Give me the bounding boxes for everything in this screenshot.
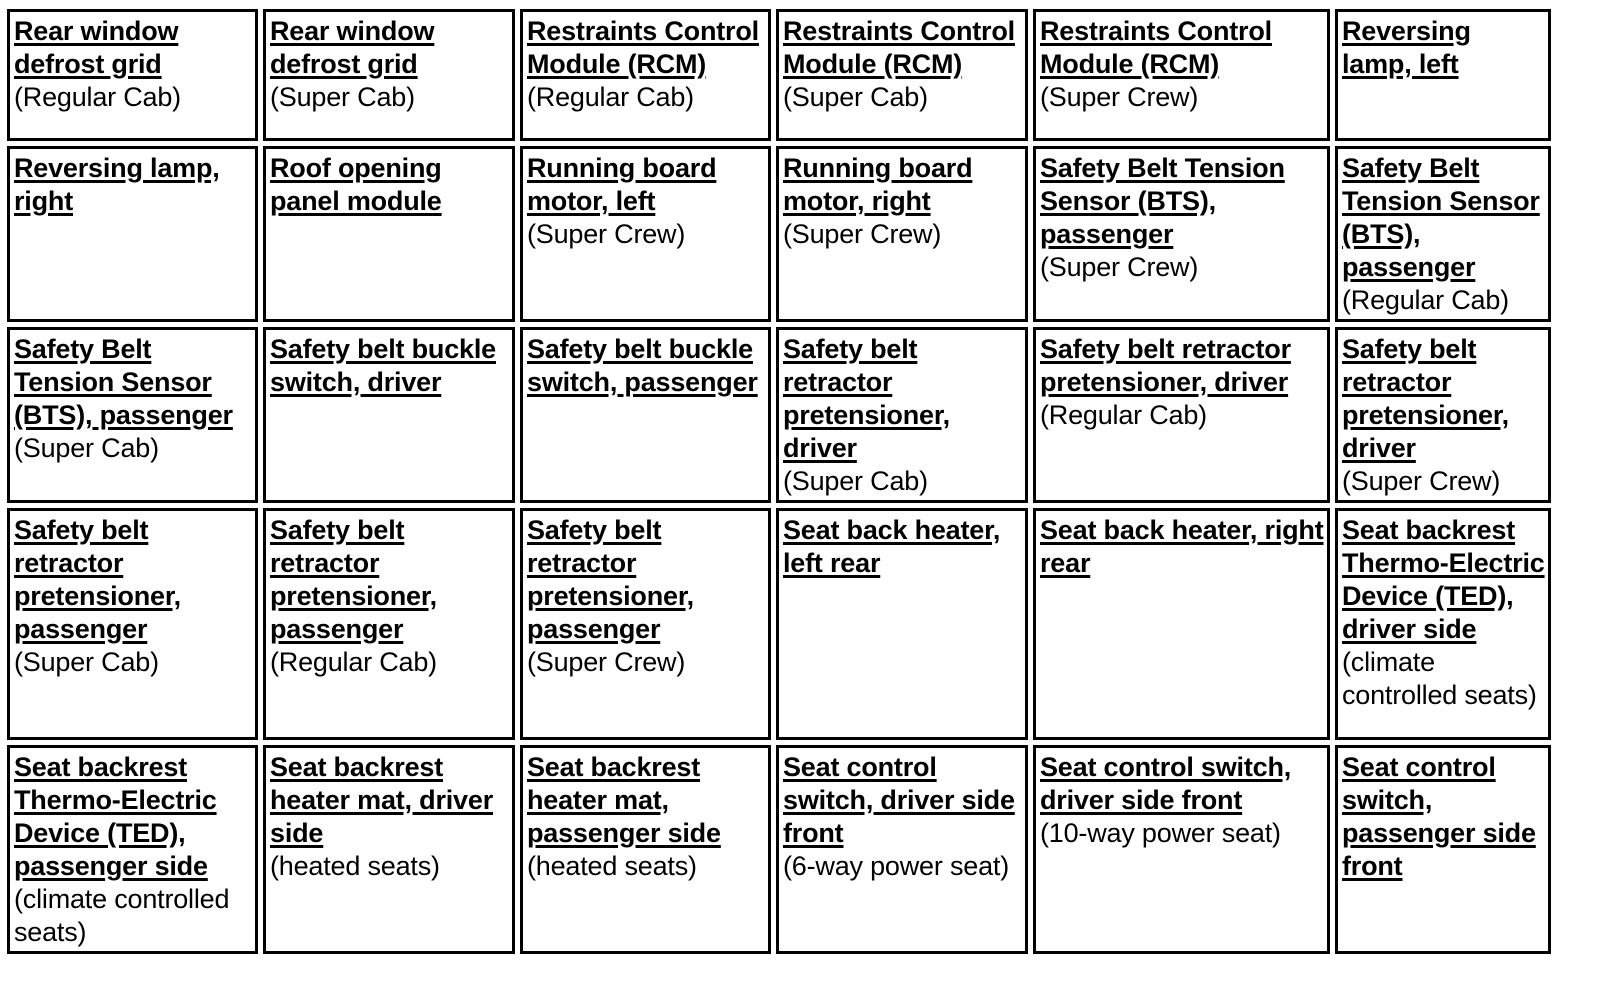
table-row	[7, 327, 1551, 503]
component-variant-note: (climate controlled seats)	[1342, 647, 1537, 710]
table-row	[7, 508, 1551, 740]
component-variant-note: (Super Cab)	[783, 82, 928, 112]
component-variant-note: (Super Crew)	[1342, 466, 1501, 496]
component-link[interactable]: Seat backrest heater mat, passenger side	[527, 752, 721, 848]
component-cell	[520, 745, 771, 954]
component-cell	[776, 745, 1028, 954]
component-variant-note: (Regular Cab)	[270, 647, 437, 677]
component-variant-note: (Regular Cab)	[1342, 285, 1509, 315]
component-cell	[1335, 9, 1551, 141]
component-variant-note: (Super Crew)	[527, 219, 686, 249]
component-link[interactable]: Safety belt retractor pretensioner, passenger	[14, 515, 181, 644]
component-link[interactable]: Roof opening panel module	[270, 153, 442, 216]
component-variant-note: (Super Cab)	[14, 647, 159, 677]
component-link[interactable]: Restraints Control Module (RCM)	[527, 16, 759, 79]
component-link[interactable]: Safety belt retractor pretensioner, driver	[1040, 334, 1291, 397]
component-cell	[263, 745, 515, 954]
component-link[interactable]: Seat backrest Thermo-Electric Device (TED), passenger side	[14, 752, 217, 881]
component-link[interactable]: Seat back heater, right rear	[1040, 515, 1324, 578]
component-link[interactable]: Seat back heater, left rear	[783, 515, 1001, 578]
component-link[interactable]: Running board motor, right	[783, 153, 973, 216]
component-variant-note: (Regular Cab)	[527, 82, 694, 112]
component-link[interactable]: Safety belt buckle switch, driver	[270, 334, 496, 397]
component-cell	[1033, 146, 1330, 322]
component-variant-note: (heated seats)	[527, 851, 697, 881]
component-link[interactable]: Seat backrest heater mat, driver side	[270, 752, 493, 848]
component-variant-note: (10-way power seat)	[1040, 818, 1281, 848]
component-cell	[520, 508, 771, 740]
component-cell	[1033, 327, 1330, 503]
component-link[interactable]: Rear window defrost grid	[14, 16, 179, 79]
component-cell	[263, 508, 515, 740]
component-cell	[1335, 146, 1551, 322]
component-cell	[7, 508, 258, 740]
component-link[interactable]: Restraints Control Module (RCM)	[1040, 16, 1272, 79]
component-cell	[776, 9, 1028, 141]
component-cell	[1335, 327, 1551, 503]
component-cell	[7, 327, 258, 503]
component-cell	[263, 327, 515, 503]
component-link[interactable]: Seat control switch, driver side front	[783, 752, 1015, 848]
component-link[interactable]: Seat backrest Thermo-Electric Device (TED), driver side	[1342, 515, 1545, 644]
component-cell	[776, 327, 1028, 503]
component-cell	[520, 9, 771, 141]
component-cell	[776, 508, 1028, 740]
component-variant-note: (6-way power seat)	[783, 851, 1009, 881]
component-index-table	[2, 4, 1556, 959]
component-cell	[1033, 745, 1330, 954]
component-variant-note: (Regular Cab)	[1040, 400, 1207, 430]
component-link[interactable]: Seat control switch, passenger side front	[1342, 752, 1536, 881]
component-link[interactable]: Seat control switch, driver side front	[1040, 752, 1292, 815]
table-row	[7, 745, 1551, 954]
component-link[interactable]: Safety Belt Tension Sensor (BTS), passenger	[14, 334, 233, 430]
component-variant-note: (Super Crew)	[1040, 82, 1199, 112]
component-variant-note: (Super Cab)	[14, 433, 159, 463]
component-index-body	[7, 9, 1551, 954]
component-link[interactable]: Safety belt retractor pretensioner, passenger	[527, 515, 694, 644]
component-link[interactable]: Safety belt buckle switch, passenger	[527, 334, 758, 397]
component-link[interactable]: Reversing lamp, left	[1342, 16, 1471, 79]
component-cell	[7, 745, 258, 954]
component-variant-note: (climate controlled seats)	[14, 884, 230, 947]
table-row	[7, 146, 1551, 322]
component-cell	[520, 327, 771, 503]
component-cell	[1033, 9, 1330, 141]
component-variant-note: (Super Crew)	[783, 219, 942, 249]
component-cell	[263, 9, 515, 141]
component-link[interactable]: Restraints Control Module (RCM)	[783, 16, 1015, 79]
component-variant-note: (Super Crew)	[527, 647, 686, 677]
component-cell	[1033, 508, 1330, 740]
component-link[interactable]: Safety Belt Tension Sensor (BTS), passenger	[1342, 153, 1540, 282]
component-cell	[7, 9, 258, 141]
component-variant-note: (Regular Cab)	[14, 82, 181, 112]
table-row	[7, 9, 1551, 141]
component-link[interactable]: Rear window defrost grid	[270, 16, 435, 79]
component-cell	[7, 146, 258, 322]
component-link[interactable]: Running board motor, left	[527, 153, 717, 216]
component-link[interactable]: Safety belt retractor pretensioner, driver	[1342, 334, 1509, 463]
component-cell	[776, 146, 1028, 322]
component-cell	[520, 146, 771, 322]
component-variant-note: (Super Cab)	[270, 82, 415, 112]
component-link[interactable]: Reversing lamp, right	[14, 153, 220, 216]
component-cell	[263, 146, 515, 322]
component-variant-note: (Super Crew)	[1040, 252, 1199, 282]
component-link[interactable]: Safety Belt Tension Sensor (BTS), passenger	[1040, 153, 1285, 249]
component-cell	[1335, 508, 1551, 740]
component-variant-note: (heated seats)	[270, 851, 440, 881]
component-link[interactable]: Safety belt retractor pretensioner, passenger	[270, 515, 437, 644]
component-variant-note: (Super Cab)	[783, 466, 928, 496]
component-cell	[1335, 745, 1551, 954]
component-link[interactable]: Safety belt retractor pretensioner, driver	[783, 334, 950, 463]
